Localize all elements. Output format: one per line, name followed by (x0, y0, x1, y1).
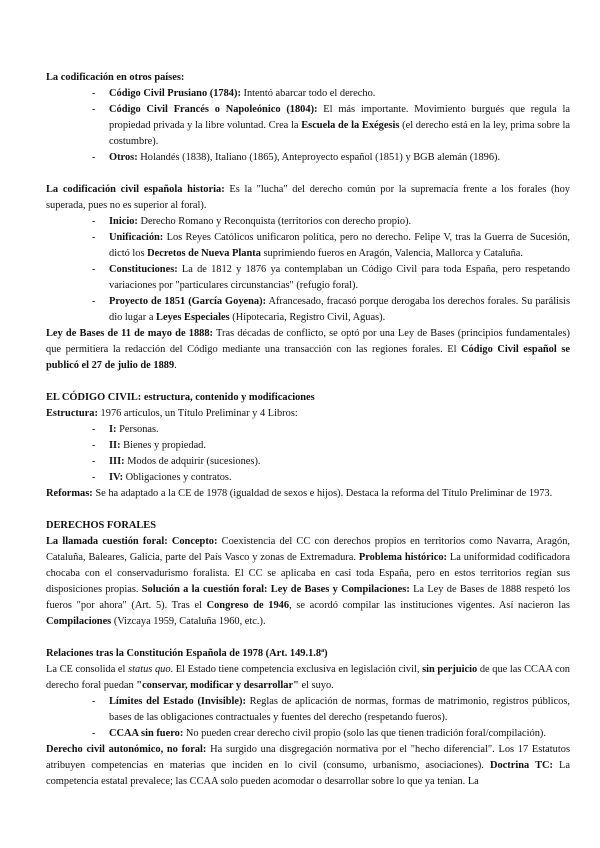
text-run: (Vizcaya 1959, Cataluña 1960, etc.). (111, 616, 266, 627)
bullet-list (46, 422, 570, 486)
paragraph (46, 486, 570, 502)
text-run: Ha surgido una disgregación normativa por el "hecho diferencial". Los 17 Estatutos atribuyen competencias en materias que inciden en lo civil (consumo, urbanismo, asociaciones). (46, 744, 570, 771)
text-run: La competencia estatal prevalece; las CCAA solo pueden acomodar o desarrollar sobre lo que ya tenían. La (46, 760, 570, 787)
section-spacer (46, 630, 570, 646)
italic-text: status quo (128, 664, 171, 675)
text-run: Intentó abarcar todo el derecho. (240, 88, 376, 99)
section-spacer (46, 166, 570, 182)
bold-text: Decretos de Nueva Planta (147, 248, 261, 259)
bold-text: Relaciones tras la Constitución Española de 1978 (Art. 149.1.8ª) (46, 648, 328, 659)
paragraph (46, 70, 570, 86)
bold-text: La codificación civil española historia: (46, 184, 225, 195)
paragraph (46, 406, 570, 422)
bold-text: Límites del Estado (Invisible): (109, 696, 246, 707)
text-run: de que las CCAA con derecho foral puedan (46, 664, 571, 691)
bold-text: Escuela de la Exégesis (301, 120, 400, 131)
text-run: Afrancesado, fracasó porque derogaba los derechos forales. Su parálisis dio lugar a (109, 296, 570, 323)
list-item (109, 150, 570, 166)
text-run: El más importante. Movimiento burgués que regula la propiedad privada y la libre voluntad. Crea la (109, 104, 570, 131)
bold-text: Reformas: (46, 488, 93, 499)
bold-text: Unificación: (109, 232, 164, 243)
section-spacer (46, 502, 570, 518)
text-run: Derecho Romano y Reconquista (territorios con derecho propio). (137, 216, 412, 227)
bullet-list (46, 86, 570, 166)
bold-text: Solución a la cuestión foral: Ley de Bases y Compilaciones: (141, 584, 410, 595)
bold-text: "conservar, modificar y desarrollar" (136, 680, 299, 691)
text-run: Reglas de aplicación de normas, formas de matrimonio, registros públicos, bases de las obligaciones contractuales y fuentes del derecho (respetando fueros). (109, 696, 570, 723)
list-item (109, 422, 570, 438)
bold-text: Código Civil español se publicó el 27 de julio de 1889 (46, 344, 570, 371)
bold-text: DERECHOS FORALES (46, 520, 156, 531)
list-item (109, 726, 570, 742)
bold-text: II: (109, 440, 121, 451)
paragraph (46, 534, 570, 630)
bold-text: III: (109, 456, 125, 467)
bullet-list (46, 214, 570, 326)
list-item (109, 438, 570, 454)
text-run: Holandés (1838), Italiano (1865), Anteproyecto español (1851) y BGB alemán (1896). (137, 152, 501, 163)
list-item (109, 294, 570, 326)
paragraph (46, 326, 570, 374)
bold-text: Código Civil Francés o Napoleónico (1804): (109, 104, 318, 115)
bold-text: Otros: (109, 152, 138, 163)
bold-text: La codificación en otros países: (46, 72, 185, 83)
text-run: Es la "lucha" del derecho común por la supremacía frente a los forales (hoy superada, pues no es superior al foral). (46, 184, 570, 211)
text-run: 1976 artículos, un Título Preliminar y 4 Libros: (97, 408, 298, 419)
list-item (109, 214, 570, 230)
list-item (109, 102, 570, 150)
bold-text: IV: (109, 472, 124, 483)
text-run: . El Estado tiene competencia exclusiva en legislación civil, (170, 664, 423, 675)
text-run: . (174, 360, 177, 371)
bold-text: EL CÓDIGO CIVIL: estructura, contenido y modificaciones (46, 392, 315, 403)
list-item (109, 262, 570, 294)
bold-text: Ley de Bases de 11 de mayo de 1888: (46, 328, 214, 339)
bullet-list (46, 694, 570, 742)
bold-text: Doctrina TC: (489, 760, 553, 771)
bold-text: Leyes Especiales (156, 312, 230, 323)
list-item (109, 694, 570, 726)
list-item (109, 470, 570, 486)
bold-text: Derecho civil autonómico, no foral: (46, 744, 207, 755)
bold-text: Compilaciones (46, 616, 112, 627)
bold-text: La llamada cuestión foral: Concepto: (46, 536, 218, 547)
text-run: Tras décadas de conflicto, se optó por una Ley de Bases (principios fundamentales) que permitiera la redacción del Código mediante una transacción con las regiones forales. El (46, 328, 570, 355)
bold-text: Congreso de 1946 (206, 600, 290, 611)
paragraph (46, 646, 570, 662)
bold-text: Inicio: (109, 216, 138, 227)
text-run: , se acordó compilar las instituciones vigentes. Así nacieron las (289, 600, 570, 611)
bold-text: CCAA sin fuero: (109, 728, 184, 739)
bold-text: Problema histórico: (358, 552, 448, 563)
bold-text: Estructura: (46, 408, 98, 419)
text-run: La de 1812 y 1876 ya contemplaban un Código Civil para toda España, pero respetando variaciones por "particulares circunstancias" (refugio foral). (109, 264, 570, 291)
section-spacer (46, 374, 570, 390)
bold-text: I: (109, 424, 117, 435)
text-run: La uniformidad codificadora chocaba con el conservadurismo foralista. El CC se aplicaba en casi toda España, pero en estos territorios regían sus disposiciones propias. (46, 552, 571, 595)
text-run: Coexistencia del CC con derechos propios en territorios como Navarra, Aragón, Cataluña, Baleares, Galicia, parte del País Vasco y zonas de Extremadura. (46, 536, 570, 563)
text-run: Los Reyes Católicos unificaron política, pero no derecho. Felipe V, tras la Guerra de Sucesión, dictó los (109, 232, 570, 259)
text-run: La Ley de Bases de 1888 respetó los fueros "por ahora" (Art. 5). Tras el (46, 584, 570, 611)
text-run: No pueden crear derecho civil propio (solo las que tienen tradición foral/compilación). (183, 728, 546, 739)
paragraph (46, 518, 570, 534)
paragraph (46, 182, 570, 214)
bold-text: Constituciones: (109, 264, 178, 275)
text-run: Se ha adaptado a la CE de 1978 (igualdad de sexos e hijos). Destaca la reforma del Título Preliminar de 1973. (92, 488, 553, 499)
list-item (109, 454, 570, 470)
paragraph (46, 662, 570, 694)
text-run: Obligaciones y contratos. (123, 472, 232, 483)
paragraph (46, 390, 570, 406)
text-run: (el derecho está en la ley, prima sobre la costumbre). (109, 120, 570, 147)
text-run: Personas. (116, 424, 159, 435)
bold-text: sin perjuicio (422, 664, 478, 675)
list-item (109, 230, 570, 262)
bold-text: Proyecto de 1851 (García Goyena): (109, 296, 267, 307)
paragraph (46, 742, 570, 790)
text-run: Modos de adquirir (sucesiones). (124, 456, 261, 467)
text-run: Bienes y propiedad. (120, 440, 206, 451)
list-item (109, 86, 570, 102)
text-run: suprimiendo fueros en Aragón, Valencia, Mallorca y Cataluña. (260, 248, 523, 259)
text-run: el suyo. (298, 680, 334, 691)
text-run: (Hipotecaria, Registro Civil, Aguas). (229, 312, 386, 323)
bold-text: Código Civil Prusiano (1784): (109, 88, 241, 99)
text-run: La CE consolida el (46, 664, 129, 675)
